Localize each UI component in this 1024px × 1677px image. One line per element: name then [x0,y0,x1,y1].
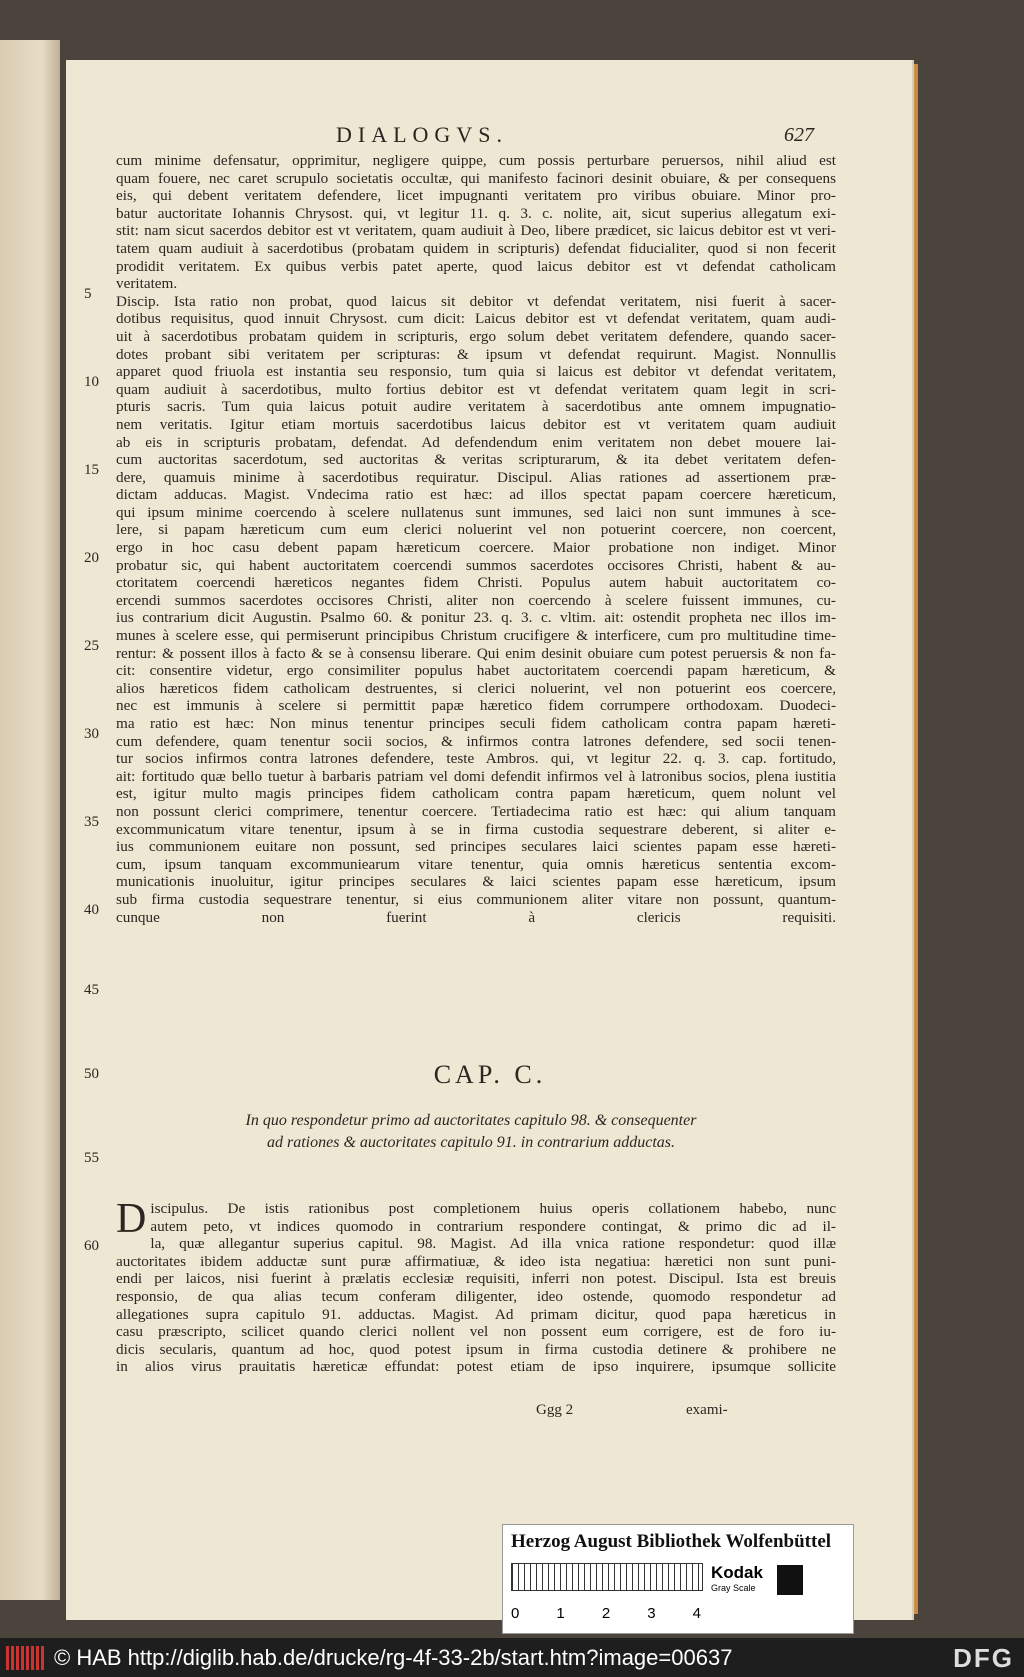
line-number: 15 [84,462,99,478]
text-line: batur auctoritate Iohannis Chrysost. qui, vt legitur 11. q. 3. c. nolite, ait, sicut superius allegatum exi- [116,204,836,222]
text-line: casu præscripto, scilicet quando clerici nollent vel non possent eum corrigere, est de foro iu- [116,1323,836,1341]
text-line: pturis sacris. Tum quia laicus potuit audire veritatem à sacerdotibus ante omnem impugnatio- [116,398,836,416]
text-line: ma ratio est hæc: Non minus tenentur principes seculi fidem catholicam contra papam hæreti- [116,715,836,732]
text-line: ercendi summos sacerdotes occisores Christi, aliter non coercendo à scelere fuissent immunes, cu- [116,591,836,609]
footer-bar [0,1638,1024,1677]
text-line: ius contrarium dicit Augustin. Psalmo 60. & ponitur 23. q. 3. c. vltim. ait: ostendit propheta nec illos im- [116,609,836,627]
text-line: probatur sic, qui habent auctoritatem coercendi summos sacerdotes occisores Christi, habent & au- [116,556,836,574]
text-line: dotibus requisitus, quod innuit Chrysost. cum dicit: Laicus debitor est vt defendat veritatem, quam audi- [116,310,836,328]
text-line: qui ipsum minime coercendo à scelere nullatenus sunt immunes, sed laici non sunt immunes à sce- [116,503,836,521]
text-line: est, igitur multo magis principes fidem catholicam contra papam hæreticum, quem nolunt vel [116,785,836,803]
text-line: alios hæreticos fidem catholicam destruentes, si clerici noluerint, vel non potuerint eos coercere, [116,679,836,697]
text-line: veritatem. [116,275,178,293]
line-number: 50 [84,1066,99,1082]
catchword: exami- [686,1402,728,1418]
line-number: 35 [84,814,99,830]
line-number: 30 [84,726,99,742]
line-number: 55 [84,1150,99,1166]
running-header [66,122,914,152]
text-line: stit: nam sicut sacerdos debitor est vt veritatem, quam audiuit à Deo, libere prædicet, sic laicus debitor est vt veri- [116,222,836,240]
line-number: 40 [84,902,99,918]
scale-number: 0 [511,1605,520,1622]
drop-cap: D [116,1196,147,1242]
page-number: 627 [784,124,814,146]
text-line: cit: consentire videtur, ergo consimiliter populus habet auctoritatem coercendi papam hæreticum, & [116,662,836,680]
text-line: cum, ipsum tanquam excommuniearum vitare tenentur, quia omnis hæreticus sententia excom- [116,855,836,873]
text-line: lere, si papam hæreticum cum eum clerici noluerint vel non potuerint coercere, non coercent, [116,521,836,539]
main-text-block [116,152,836,926]
text-line: ctoritatem coercendi hæreticos negantes fidem Christi. Populus autem habuit auctoritatem co- [116,574,836,592]
text-line: non possunt clerici comprimere, tenentur coercere. Tertiadecima ratio est hæc: qui alium tanquam [116,802,836,820]
line-number: 20 [84,550,99,566]
facing-page-edge [0,40,60,1600]
text-line: allegationes supra capitulo 91. adductas. Magist. Ad primam dicitur, quod papa hæreticus in [116,1305,836,1323]
chapter-summary: In quo respondetur primo ad auctoritates capitulo 98. & consequenter ad rationes & auctoritates capitulo 91. in contrarium adductas. [245,1112,697,1151]
text-line: dere, quamuis minime à sacerdotibus requiratur. Discipul. Alias rationes ad assertionem præ- [116,468,836,486]
running-title: DIALOGVS. [336,122,508,147]
text-line: quam audiuit à sacerdotibus, multo fortius debitor est vt defendat veritatem quam legit in scri- [116,380,836,398]
library-label [502,1524,854,1634]
scale-numbers [511,1605,701,1622]
text-line: tur socios infirmos contra latrones defendere, teste Ambros. qui, vt legitur 22. q. 3. cap. fortitudo, [116,750,836,768]
text-line: sub firma custodia sequestrare tenentur, si eius communionem aliter vitare non possunt, quantum- [116,890,836,908]
signature-mark: Ggg 2 [536,1402,574,1418]
text-line: auctoritates ibidem adductæ sunt puræ affirmatiuæ, & ideo ista negatiua: hæretici non sunt puni- [116,1252,836,1270]
text-line: uit à sacerdotibus probatam quidem in scripturis, ergo solum debet veritatem defendere, quando sacer- [116,327,836,345]
line-number: 60 [84,1238,99,1254]
footer-credit[interactable]: © HAB http://diglib.hab.de/drucke/rg-4f-33-2b/start.htm?image=00637 [54,1645,733,1670]
text-line: eis, qui debent veritatem defendere, licet impugnanti veritatem pro viribus obuiare. Minor pro- [116,187,836,205]
line-number: 5 [84,286,92,302]
text-line: cum defendere, quam tenentur socii socios, & infirmos contra latrones defendere, sed socii tenen- [116,732,836,750]
text-line: Discip. Ista ratio non probat, quod laicus sit debitor vt defendat veritatem, nisi fuerit à sacer- [116,292,836,310]
text-line: prodidit veritatem. Ex quibus verbis patet aperte, quod laicus debitor est vt defendat catholicam [116,257,836,275]
text-line: dictam adducas. Magist. Vndecima ratio est hæc: ad illos spectat papam coercere hæreticum, [116,486,836,504]
text-line: excommunicatum vitare tenentur, ipsum à se in firma custodia sequestrare deberent, si aliter e- [116,820,836,838]
text-line: dicis secularis, quantum ad hoc, quod potest ipsum in firma custodia detinere & prohibere ne [116,1340,836,1358]
text-line: municationis inuoluitur, igitur principes seculares & laici scientes papam esse hæreticum, ipsum [116,873,836,891]
chapter-text-block [116,1196,836,1376]
scale-number: 2 [601,1605,611,1622]
gray-scale-label: Gray Scale [711,1583,756,1593]
text-line: quam fouere, nec caret scrupulo societatis occultæ, qui manifesto facinori desinit obuiare, & per consequens [116,169,836,187]
scale-number: 3 [647,1605,656,1622]
text-line: cum auctoritas sacerdotum, sed auctoritas & veritas scripturarum, & ita debet veritatem defen- [116,451,836,469]
library-name: Herzog August Bibliothek Wolfenbüttel [511,1531,832,1552]
text-line: nem veritatis. Igitur etiam mortuis sacerdotibus laicus debitor est vt veritatem quam audiuit [116,415,836,433]
text-line: ab eis in scripturis probatam, defendat. Ad defendendum enim veritatem non debet mouere lai- [116,433,836,451]
text-line: rentur: & possent illos à facto & se à consensu liberare. Qui enim desinit obuiare cum potest peruersis & non fa- [116,644,836,662]
scale-number: 4 [692,1605,701,1622]
text-line: ergo in hoc casu debent papam hæreticum coercere. Maior probatione non indiget. Minor [116,539,836,557]
text-line: nec est immunis à scelere si permittit papæ hæretico fidem corrumpere orthodoxam. Duodeci- [116,697,836,715]
line-number: 25 [84,638,99,654]
text-line: ait: fortitudo quæ bello tuetur à barbaris patriam vel domi defendit infirmos vel à latronibus socios, plena iustitia [116,767,836,785]
text-line: dotes probant sibi veritatem per scripturas: & ipsum vt defendat requirunt. Magist. Nonnullis [116,345,836,363]
kodak-brand: Kodak [711,1563,763,1582]
text-line: cunque non fuerint à clericis requisiti. [116,908,836,926]
text-line: munes à scelere esse, qui permiserunt principibus Christum crucifigere & interficere, cum pro multitudine time- [116,627,836,645]
text-line: cum minime defensatur, opprimitur, negligere quippe, cum possis perturbare peruersos, nihil aliud est [116,152,836,169]
line-number: 45 [84,982,99,998]
text-line: responsio, de qua alias tecum conferam diligenter, ideo ostende, quomodo respondetur ad [116,1287,836,1305]
text-line: la, quæ allegantur superius capitul. 98. Magist. Ad illa vnica ratione respondetur: quod illæ [150,1235,836,1253]
text-line: iscipulus. De istis rationibus post completionem huius operis collationem habebo, nunc [150,1200,836,1217]
text-line: in alios virus prauitatis hæreticæ effundat: potest etiam de ipso inquirere, ipsumque sollicite [116,1358,836,1376]
book-page [66,60,914,1620]
text-line: endi per laicos, nisi fuerint à prælatis ecclesiæ requisiti, inferri non potest. Discipul. Ista est breuis [116,1270,836,1288]
gray-swatch [777,1565,803,1595]
text-line: autem peto, vt indices quomodo in contrarium respondere contingat, & primo dic ad il- [150,1217,836,1235]
scale-ruler [511,1563,703,1591]
dfg-logo: DFG [953,1643,1014,1673]
scale-number: 1 [556,1605,565,1622]
chapter-heading: CAP. C. [433,1060,547,1089]
line-number: 10 [84,374,99,390]
text-line: ius communionem euitare non possunt, sed principes seculares laici scientes papam esse hæreti- [116,838,836,856]
hab-barcode-icon [6,1646,46,1670]
text-line: apparet quod friuola est instantia seu responsio, tum quia si laicus est debitor vt defendat veritatem, [116,363,836,381]
text-line: tatem quam audiuit à sacerdotibus (probatam quidem in scripturis) defendat fiducialiter, quod si non fecerit [116,239,836,257]
